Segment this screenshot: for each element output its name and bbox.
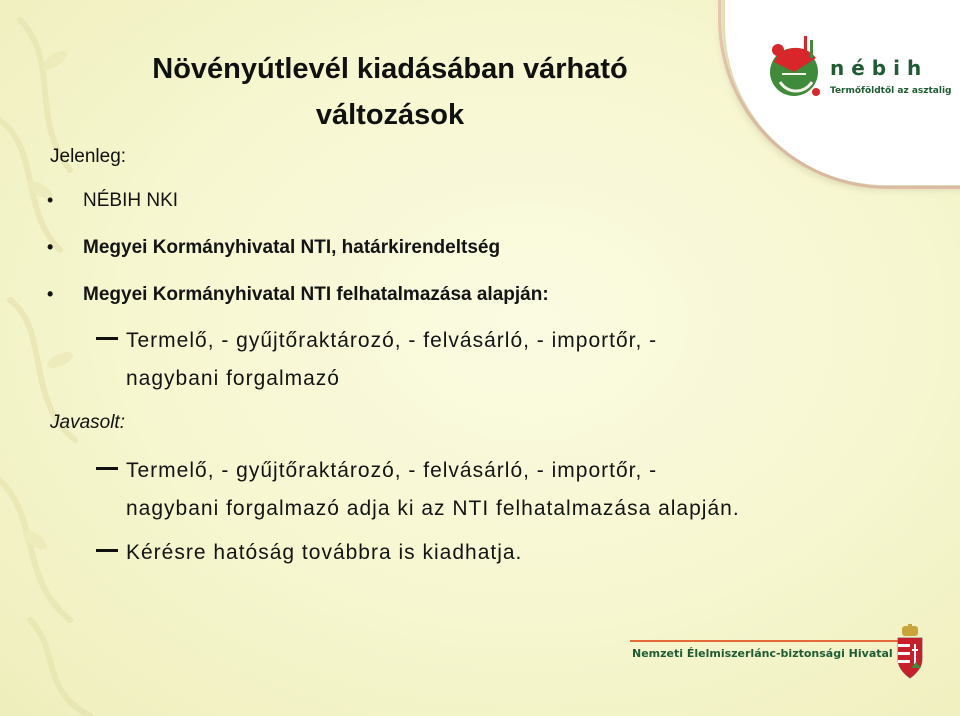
bullet-icon: • [47, 284, 54, 305]
hungarian-coat-of-arms-icon [895, 624, 925, 682]
dash-icon [96, 549, 126, 552]
footer-org-name: Nemzeti Élelmiszerlánc-biztonsági Hivatal [632, 647, 893, 660]
proposed-item-1-line1: Termelő, - gyűjtőraktározó, - felvásárló, - importőr, - [126, 459, 658, 482]
slide-title: Növényútlevél kiadásában várható változások [152, 53, 628, 131]
bullet-icon: • [47, 237, 54, 258]
proposed-item-1-line2: nagybani forgalmazó adja ki az NTI felhatalmazása alapján. [126, 497, 740, 520]
logo-name: nébih [830, 56, 929, 80]
bullet-item-2 [47, 237, 500, 259]
bullet-icon: • [47, 190, 54, 211]
nebih-logo-icon [760, 32, 828, 110]
bullet-label: Megyei Kormányhivatal NTI felhatalmazása alapján: [83, 284, 549, 305]
current-heading: Jelenleg: [50, 146, 127, 167]
current-sub-item [96, 325, 657, 357]
sub-item-line2: nagybani forgalmazó [126, 367, 340, 390]
sub-item-line1: Termelő, - gyűjtőraktározó, - felvásárló, - importőr, - [126, 329, 658, 352]
bullet-item-1 [47, 190, 178, 212]
dash-icon [96, 337, 126, 340]
bullet-label: NÉBIH NKI [83, 190, 179, 211]
bullet-item-3 [47, 284, 549, 306]
footer-divider [630, 640, 900, 642]
logo-tagline: Termőföldtől az asztalig [830, 86, 952, 96]
proposed-item-1 [96, 455, 657, 487]
proposed-item-2 [96, 537, 522, 569]
dash-icon [96, 467, 126, 470]
proposed-heading: Javasolt: [50, 412, 125, 433]
proposed-item-2-text: Kérésre hatóság továbbra is kiadhatja. [126, 541, 523, 564]
bullet-label: Megyei Kormányhivatal NTI, határkirendeltség [83, 237, 501, 258]
